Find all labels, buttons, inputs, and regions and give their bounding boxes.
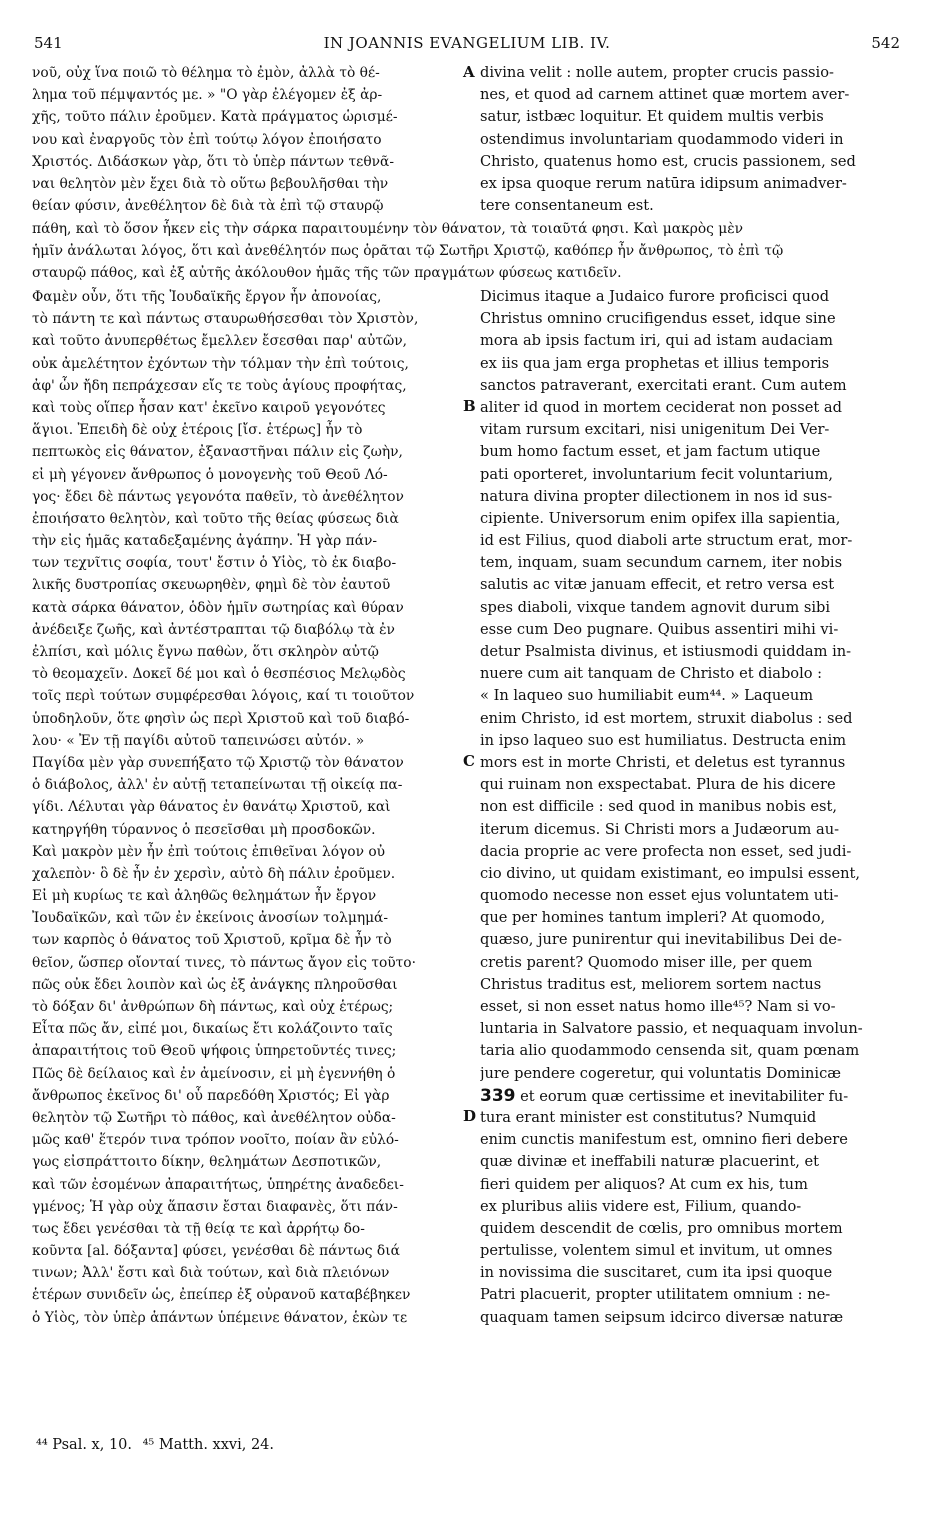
greek-line: θεῖον, ὥσπερ οἴονταί τινες, τὸ πάντως ἄγον εἰς τοῦτο·: [32, 954, 416, 971]
greek-line: μῶς καθ' ἕτερόν τινα τρόπον νοοῖτο, ποίαν ἂν εὐλό-: [32, 1132, 399, 1149]
greek-line: θείαν φύσιν, ἀνεθέλητον δὲ διὰ τὰ ἐπὶ τῷ σταυρῷ: [32, 198, 384, 215]
latin-line: in novissima die suscitaret, cum ita ipsi quoque: [480, 1264, 833, 1282]
greek-line: πῶς οὐκ ἔδει λοιπὸν καὶ ὡς ἐξ ἀνάγκης πληροῦσθαι: [32, 976, 398, 993]
footnotes: [36, 1437, 280, 1453]
latin-line: satur, istbæc loquitur. Et quidem multis verbis: [480, 108, 824, 126]
section-number: 339: [480, 1085, 516, 1106]
page-title: IN JOANNIS EVANGELIUM LIB. IV.: [323, 34, 611, 52]
latin-line: bum homo factum esset, et jam factum utique: [480, 443, 821, 461]
latin-line: mors est in morte Christi, et deletus est tyrannus: [480, 753, 846, 771]
greek-line: ἄνθρωπος ἐκεῖνος δι' οὗ παρεδόθη Χριστός; Εἰ γὰρ: [32, 1087, 390, 1104]
latin-line: fieri quidem per aliquos? At cum ex his, tum: [480, 1175, 808, 1193]
latin-line: taria alio quodammodo censenda sit, quam pœnam: [480, 1042, 860, 1060]
latin-line: dacia proprie ac vere profecta non esset, sed judi-: [480, 842, 852, 860]
margin-letter-d: D: [463, 1107, 477, 1125]
greek-line: Εἰ μὴ κυρίως τε καὶ ἀληθῶς θελημάτων ἦν ἔργον: [32, 888, 377, 905]
latin-line: tem, inquam, suam secundum carnem, iter nobis: [480, 554, 843, 572]
greek-line: γμένος; Ἡ γὰρ οὐχ ἅπασιν ἔσται διαφανὲς, ὅτι πάν-: [32, 1198, 398, 1215]
greek-line: τως ἔδει γενέσθαι τὰ τῇ θείᾳ τε καὶ ἀρρήτῳ δο-: [32, 1220, 365, 1237]
latin-line: « In laqueo suo humiliabit eum⁴⁴. » Laqueum: [480, 687, 814, 705]
latin-line: Christo, quatenus homo est, crucis passionem, sed: [480, 152, 856, 170]
greek-line: εἰ μὴ γέγονεν ἄνθρωπος ὁ μονογενὴς τοῦ Θεοῦ Λό-: [32, 466, 388, 483]
greek-line: λημα τοῦ πέμψαντός με. » "Ο γὰρ ἐλέγομεν ἐξ ἀρ-: [32, 87, 383, 104]
greek-line: Ἰουδαϊκῶν, καὶ τῶν ἐν ἐκείνοις ἀνοσίων τολμημά-: [32, 910, 389, 927]
latin-line: Christus omnino crucifigendus esset, idque sine: [480, 310, 836, 328]
latin-line: cio divino, ut quidam existimant, eo impulsi essent,: [480, 864, 861, 882]
greek-line: ὁ Υἱὸς, τὸν ὑπὲρ ἁπάντων ὑπέμεινε θάνατον, ἑκὼν τε: [32, 1309, 408, 1326]
page-number-left: 541: [34, 34, 63, 52]
greek-line: πάθη, καὶ τὸ ὅσον ἧκεν εἰς τὴν σάρκα παραιτουμένην τὸν θάνατον, τὰ τοιαῦτά φησι. Καὶ μακρὸς μὲν: [32, 221, 744, 237]
latin-line: quidem descendit de cœlis, pro omnibus mortem: [480, 1219, 843, 1237]
greek-column-top: [32, 62, 458, 217]
greek-line: οὐκ ἀμελέτητον ἐχόντων τὴν τόλμαν τὴν ἐπὶ τούτοις,: [32, 355, 409, 372]
latin-line: vitam rursum excitari, nisi unigenitum Dei Ver-: [480, 421, 830, 439]
latin-line: quæ divinæ et ineffabili naturæ placuerint, et: [480, 1153, 819, 1171]
latin-line: enim cunctis manifestum est, omnino fieri debere: [480, 1131, 848, 1149]
greek-line: τὸ δόξαν δι' ἀνθρώπων δὴ πάντως, καὶ οὐχ ἑτέρως;: [32, 999, 394, 1015]
footnote-45: ⁴⁵ Matth. xxvi, 24.: [142, 1437, 275, 1453]
latin-line: salutis ac vitæ januam effecit, et retro versa est: [480, 576, 835, 594]
greek-line: γος· ἔδει δὲ πάντως γεγονότα παθεῖν, τὸ ἀνεθέλητον: [32, 488, 404, 505]
latin-line: non est difficile : sed quod in manibus nobis est,: [480, 798, 837, 816]
greek-line: ὑποδηλοῦν, ὅτε φησὶν ὡς περὶ Χριστοῦ καὶ τοῦ διαβό-: [32, 710, 410, 727]
greek-line: κατηργήθη τύραννος ὁ πεσεῖσθαι μὴ προσδοκῶν.: [32, 821, 376, 838]
latin-line: in ipso laqueo suo est humiliatus. Destructa enim: [480, 731, 847, 749]
latin-line: cipiente. Universorum enim opifex illa sapientia,: [480, 509, 841, 527]
latin-line: natura divina propter dilectionem in nos id sus-: [480, 487, 833, 505]
latin-line: detur Psalmista divinus, et istiusmodi quiddam in-: [480, 643, 852, 660]
latin-line: quomodo necesse non esset ejus voluntatem uti-: [480, 887, 839, 905]
greek-line: ἐλπίσι, καὶ μόλις ἔγνω παθὼν, ὅτι σκληρὸν αὐτῷ: [32, 644, 379, 660]
greek-line: νοῦ, οὐχ ἵνα ποιῶ τὸ θέλημα τὸ ἐμὸν, ἀλλὰ τὸ θέ-: [32, 65, 380, 81]
greek-line: καὶ τοῦτο ἀνυπερθέτως ἔμελλεν ἔσεσθαι παρ' αὐτῶν,: [32, 333, 408, 350]
latin-line: tura erant minister est constitutus? Numquid: [480, 1108, 817, 1126]
latin-line: esset, si non esset natus homo ille⁴⁵? Nam si vo-: [480, 998, 836, 1015]
latin-line: cretis parent? Quomodo miser ille, per quem: [480, 953, 813, 971]
footnote-44: ⁴⁴ Psal. x, 10.: [36, 1437, 132, 1453]
greek-line: ναι θελητὸν μὲν ἔχει διὰ τὸ οὕτω βεβουλῆσθαι τὴν: [32, 175, 389, 192]
latin-line: esse cum Deo pugnare. Quibus assentiri mihi vi-: [480, 620, 839, 638]
latin-line: id est Filius, quod diaboli arte structum erat, mor-: [480, 532, 853, 550]
greek-line: γως εἰσπράττοιτο δίκην, θελημάτων Δεσποτικῶν,: [32, 1154, 382, 1171]
greek-line: Παγίδα μὲν γὰρ συνεπήξατο τῷ Χριστῷ τὸν θάνατον: [32, 754, 404, 771]
latin-line: luntaria in Salvatore passio, et nequaquam involun-: [480, 1020, 863, 1038]
greek-column-main: [32, 286, 458, 1329]
greek-line: Καὶ μακρὸν μὲν ἦν ἐπὶ τούτοις ἐπιθεῖναι λόγον οὐ: [32, 843, 386, 860]
margin-letter-a: A: [463, 63, 475, 81]
latin-line: divina velit : nolle autem, propter crucis passio-: [480, 64, 834, 81]
greek-line: κοῦντα [al. δόξαντα] φύσει, γενέσθαι δὲ πάντως διά: [32, 1243, 400, 1260]
latin-line: Patri placuerit, propter utilitatem omnium : ne-: [480, 1286, 831, 1304]
greek-line: Πῶς δὲ δείλαιος καὶ ἐν ἀμείνοσιν, εἰ μὴ ἐγεννήθη ὁ: [32, 1065, 396, 1082]
greek-line: Χριστός. Διδάσκων γὰρ, ὅτι τὸ ὑπὲρ πάντων τεθνᾶ-: [32, 153, 394, 170]
greek-line: Εἶτα πῶς ἄν, εἰπέ μοι, δικαίως ἔτι κολάζοιντο ταῖς: [32, 1021, 393, 1038]
latin-line: nes, et quod ad carnem attinet quæ mortem aver-: [480, 86, 850, 104]
greek-line: πεπτωκὸς εἰς θάνατον, ἐξαναστῆναι πάλιν εἰς ζωὴν,: [32, 444, 403, 461]
latin-line: Dicimus itaque a Judaico furore proficisci quod: [480, 288, 830, 305]
greek-line: ἀνέδειξε ζωῆς, καὶ ἀντέστραπται τῷ διαβόλῳ τὰ ἐν: [32, 621, 395, 638]
greek-line: των καρπὸς ὁ θάνατος τοῦ Χριστοῦ, κρῖμα δὲ ἦν τὸ: [32, 932, 392, 949]
greek-line: ἀφ' ὧν ἤδη πεπράχεσαν εἴς τε τοὺς ἁγίους προφήτας,: [32, 377, 407, 394]
greek-line: καὶ τῶν ἐσομένων ἀπαραιτήτως, ὑπηρέτης ἀναδεδει-: [32, 1176, 404, 1193]
latin-line: que per homines tantum impleri? At quomodo,: [480, 909, 826, 927]
greek-line: καὶ τοὺς οἵπερ ἦσαν κατ' ἐκεῖνο καιροῦ γεγονότες: [32, 399, 386, 416]
greek-line: τὸ πάντη τε καὶ πάντως σταυρωθήσεσθαι τὸν Χριστὸν,: [32, 311, 419, 328]
latin-line: qui ruinam non exspectabat. Plura de his dicere: [480, 776, 836, 794]
latin-line: ostendimus involuntariam quodammodo videri in: [480, 130, 844, 148]
greek-line: ἅγιοι. Ἐπειδὴ δὲ οὐχ ἑτέροις [ἴσ. ἑτέρως] ἦν τὸ: [32, 422, 363, 439]
latin-line: pertulisse, volentem simul et invitum, ut omnes: [480, 1242, 833, 1260]
latin-line: aliter id quod in mortem ceciderat non posset ad: [480, 398, 842, 416]
greek-line: τὸ θεομαχεῖν. Δοκεῖ δέ μοι καὶ ὁ θεσπέσιος Μελῳδὸς: [32, 666, 406, 683]
margin-letter-c: C: [463, 752, 475, 770]
text-line-rest: et eorum quæ certissime et inevitabiliter fu-: [520, 1087, 849, 1105]
latin-line: Christus traditus est, meliorem sortem nactus: [480, 975, 822, 993]
latin-line: mora ab ipsis factum iri, qui ad istam audaciam: [480, 332, 833, 350]
greek-line: τινων; Ἀλλ' ἔστι καὶ διὰ τούτων, καὶ διὰ πλειόνων: [32, 1265, 390, 1282]
margin-letter-b: B: [463, 397, 476, 415]
greek-line: ἀπαραιτήτοις τοῦ Θεοῦ ψήφοις ὑπηρετοῦντές τινες;: [32, 1043, 397, 1060]
latin-line: ex pluribus aliis videre est, Filium, quando-: [480, 1197, 802, 1215]
greek-line: λικῆς δυστροπίας σκευωρηθὲν, φημὶ δὲ τὸν ἐαυτοῦ: [32, 577, 391, 594]
latin-line: pati oporteret, involuntarium fecit voluntarium,: [480, 465, 833, 483]
greek-line: των τεχνῖτις σοφία, τουτ' ἔστιν ὁ Υἱὸς, τὸ ἐκ διαβο-: [32, 555, 397, 572]
greek-line: λου· « Ἐν τῇ παγίδι αὐτοῦ ταπεινώσει αὐτόν. »: [32, 732, 365, 749]
greek-line: γίδι. Λέλυται γὰρ θάνατος ἐν θανάτῳ Χριστοῦ, καὶ: [32, 799, 391, 816]
greek-line: ἑτέρων συνιδεῖν ὡς, ἐπείπερ ἐξ οὐρανοῦ καταβέβηκεν: [32, 1287, 411, 1304]
greek-line: ἐποιήσατο θελητὸν, καὶ τοῦτο τῆς θείας φύσεως διὰ: [32, 510, 399, 527]
latin-line: jure pendere cogeretur, qui voluntatis Dominicæ: [480, 1064, 841, 1082]
greek-line: κατὰ σάρκα θάνατον, ὁδὸν ἡμῖν σωτηρίας καὶ θύραν: [32, 599, 404, 616]
latin-line: quaquam tamen seipsum idcirco diversæ naturæ: [480, 1308, 844, 1326]
greek-line: χαλεπὸν· ὃ δὲ ἦν ἐν χερσὶν, αὐτὸ δὴ πάλιν ἐροῦμεν.: [32, 865, 396, 882]
greek-line: ἡμῖν ἀνάλωται λόγος, ὅτι καὶ ἀνεθέλητόν πως ὁρᾶται τῷ Σωτῆρι Χριστῷ, καθόπερ ἦν ἄνθρωπος, τὸ ἐπὶ τῷ: [32, 243, 784, 260]
latin-line: iterum dicemus. Si Christi mors a Judæorum au-: [480, 820, 840, 838]
latin-line: sanctos patraverant, exercitati erant. Cum autem: [480, 376, 847, 394]
latin-column-top: [480, 62, 900, 217]
latin-line: spes diaboli, vixque tandem agnovit durum sibi: [480, 598, 831, 616]
greek-line: σταυρῷ πάθος, καὶ ἐξ αὐτῆς ἀκόλουθον ἡμᾶς τῆς τῶν πραγμάτων φύσεως κατιδεῖν.: [32, 265, 622, 282]
latin-line: ex iis qua jam erga prophetas et illius temporis: [480, 354, 830, 372]
latin-line: quæso, jure punirentur qui inevitabilibus Dei de-: [480, 931, 842, 949]
page-number-right: 542: [871, 34, 900, 52]
latin-line: nuere cum ait tanquam de Christo et diabolo :: [480, 665, 823, 683]
greek-line: θελητὸν τῷ Σωτῆρι τὸ πάθος, καὶ ἀνεθέλητον οὐδα-: [32, 1109, 396, 1126]
running-header: [34, 34, 900, 56]
latin-column-main: [480, 286, 900, 1329]
latin-line: [480, 1085, 900, 1107]
greek-line: Φαμὲν οὖν, ὅτι τῆς Ἰουδαϊκῆς ἔργον ἦν ἀπονοίας,: [32, 289, 382, 305]
latin-line: tere consentaneum est.: [480, 197, 654, 215]
greek-line: τὴν εἰς ἡμᾶς καταδεξαμένης ἀγάπην. Ἡ γὰρ πάν-: [32, 533, 378, 550]
latin-line: ex ipsa quoque rerum natūra idipsum animadver-: [480, 174, 847, 192]
greek-line: τοῖς περὶ τούτων συμφέρεσθαι λόγοις, καί τι τοιοῦτον: [32, 688, 415, 705]
greek-line: χῆς, τοῦτο πάλιν ἐροῦμεν. Κατὰ πράγματος ὡρισμέ-: [32, 109, 398, 126]
greek-line: ὁ διάβολος, ἀλλ' ἐν αὐτῇ τεταπείνωται τῇ οἰκείᾳ πα-: [32, 777, 403, 794]
latin-line: enim Christo, id est mortem, struxit diabolus : sed: [480, 709, 853, 727]
greek-line: νου καὶ ἐναργοῦς τὸν ἐπὶ τούτῳ λόγον ἐποιήσατο: [32, 131, 382, 148]
greek-full-width-text: [32, 218, 904, 285]
